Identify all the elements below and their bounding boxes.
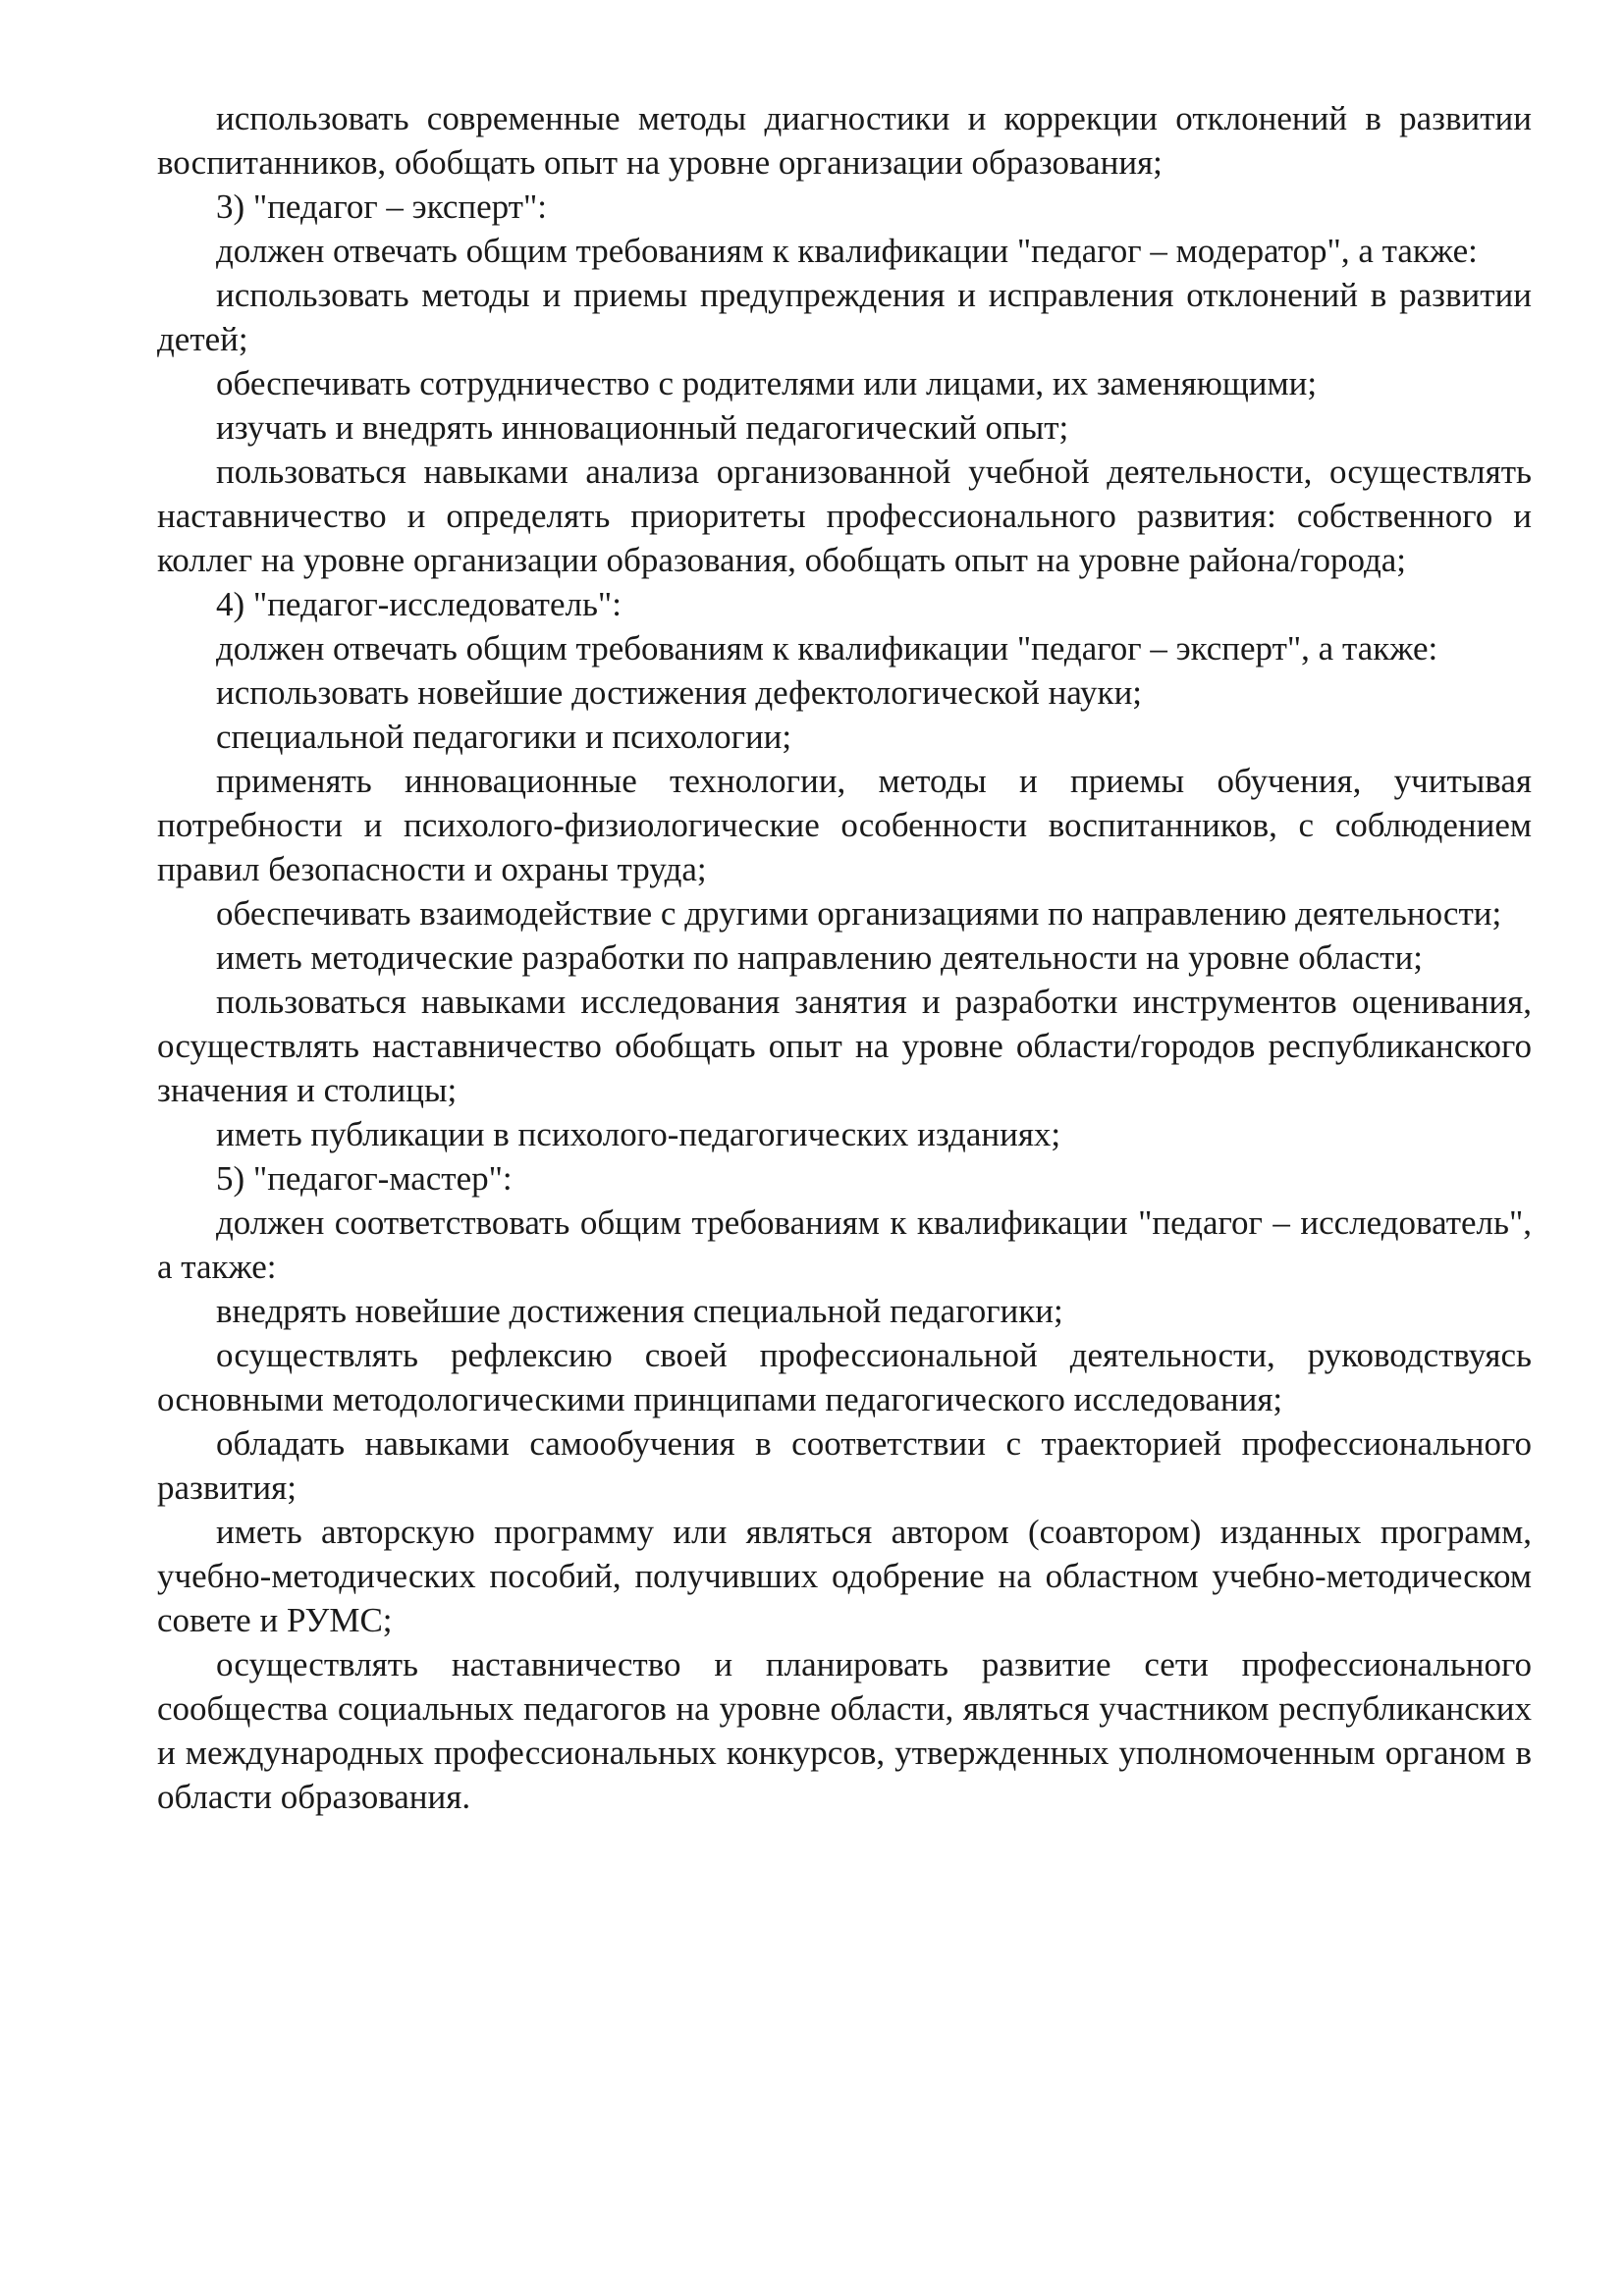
paragraph: должен отвечать общим требованиям к квалификации "педагог – эксперт", а также: — [216, 629, 1438, 667]
paragraph: пользоваться навыками анализа организованной учебной деятельности, осуществлять наставничество и определять приоритеты профессионального развития: собственного и коллег на уровне организации образования, обобщать опыт на уровне района/города; — [157, 453, 1532, 579]
paragraph: внедрять новейшие достижения специальной педагогики; — [216, 1292, 1063, 1330]
paragraph: использовать современные методы диагностики и коррекции отклонений в развитии воспитанников, обобщать опыт на уровне организации образования; — [157, 99, 1532, 182]
paragraph: обеспечивать взаимодействие с другими организациями по направлению деятельности; — [216, 894, 1502, 933]
list-heading-expert: 3) "педагог – эксперт": — [216, 187, 547, 226]
paragraph: пользоваться навыками исследования занятия и разработки инструментов оценивания, осуществлять наставничество обобщать опыт на уровне области/городов республиканского значения и столицы; — [157, 983, 1532, 1109]
paragraph: иметь публикации в психолого-педагогических изданиях; — [216, 1115, 1061, 1153]
document-body — [157, 96, 1532, 1819]
paragraph: иметь методические разработки по направлению деятельности на уровне области; — [216, 938, 1423, 977]
paragraph: специальной педагогики и психологии; — [216, 718, 792, 756]
paragraph: использовать методы и приемы предупреждения и исправления отклонений в развитии детей; — [157, 276, 1532, 358]
paragraph: обеспечивать сотрудничество с родителями или лицами, их заменяющими; — [216, 364, 1318, 402]
paragraph: должен соответствовать общим требованиям к квалификации "педагог – исследователь", а также: — [157, 1203, 1532, 1286]
paragraph: должен отвечать общим требованиям к квалификации "педагог – модератор", а также: — [216, 232, 1478, 270]
paragraph: использовать новейшие достижения дефектологической науки; — [216, 673, 1143, 712]
list-heading-master: 5) "педагог-мастер": — [216, 1159, 513, 1198]
paragraph: иметь авторскую программу или являться автором (соавтором) изданных программ, учебно-методических пособий, получивших одобрение на областном учебно-методическом совете и РУМС; — [157, 1513, 1532, 1639]
paragraph: осуществлять наставничество и планировать развитие сети профессионального сообщества социальных педагогов на уровне области, являться участником республиканских и международных профессиональных конкурсов, утвержденных уполномоченным органом в области образования. — [157, 1645, 1532, 1816]
paragraph: обладать навыками самообучения в соответствии с траекторией профессионального развития; — [157, 1424, 1532, 1507]
list-heading-researcher: 4) "педагог-исследователь": — [216, 585, 622, 623]
paragraph: осуществлять рефлексию своей профессиональной деятельности, руководствуясь основными методологическими принципами педагогического исследования; — [157, 1336, 1532, 1418]
paragraph: изучать и внедрять инновационный педагогический опыт; — [216, 408, 1069, 447]
paragraph: применять инновационные технологии, методы и приемы обучения, учитывая потребности и психолого-физиологические особенности воспитанников, с соблюдением правил безопасности и охраны труда; — [157, 762, 1532, 888]
